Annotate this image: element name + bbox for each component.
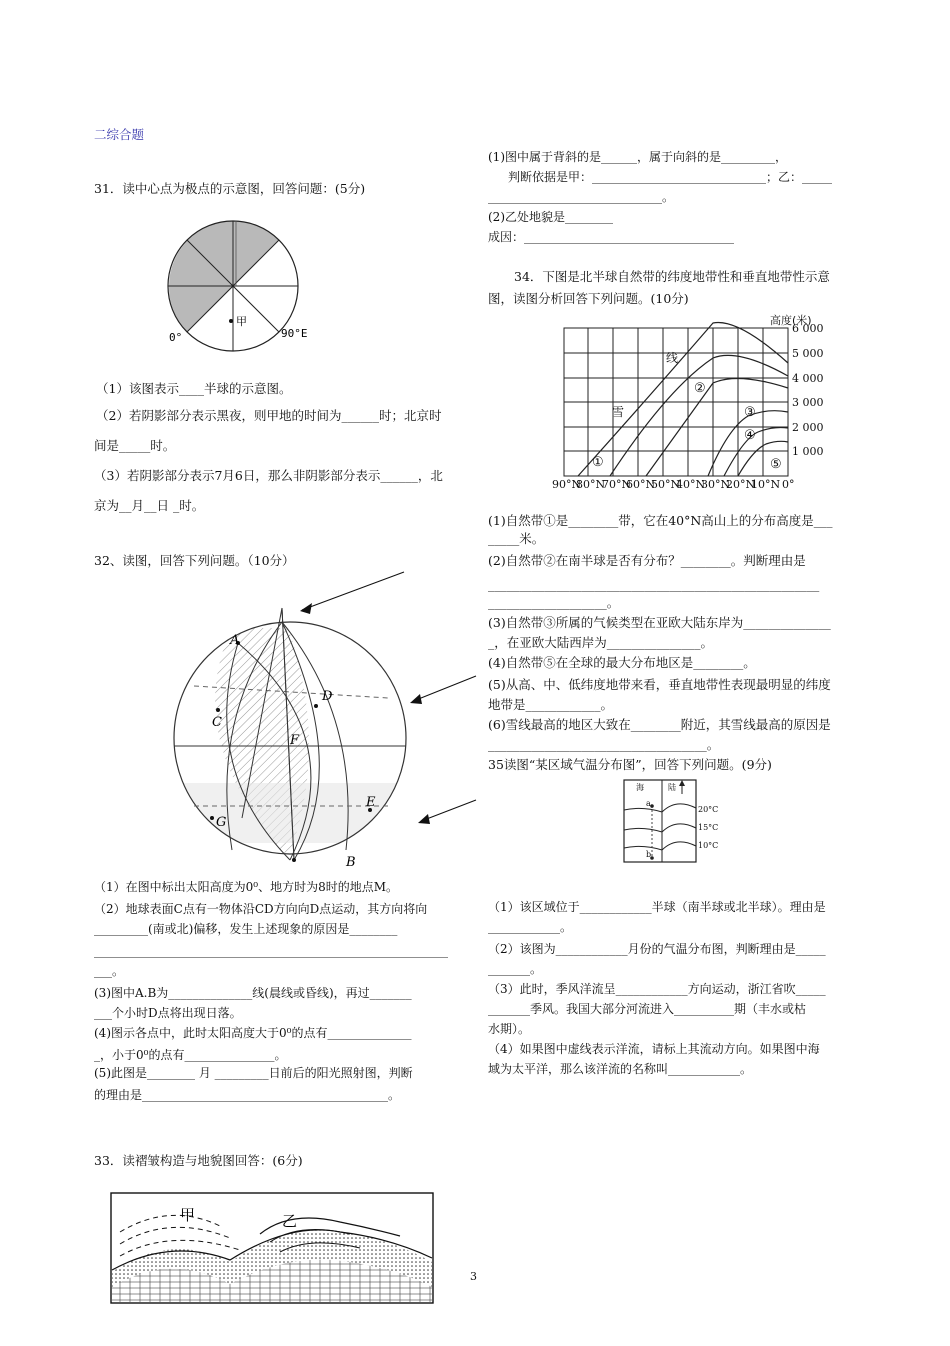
q32-line2: （2）地球表面C点有一物体沿CD方向向D点运动，其方向将向: [94, 902, 428, 916]
q33-line3: _____________________________。: [488, 190, 675, 204]
fold-label-jia: 甲: [180, 1206, 196, 1224]
q32-line3: _________(南或北)偏移，发生上述现象的原因是________: [94, 922, 398, 936]
q34-line3: (2)自然带②在南半球是否有分布？________。判断理由是: [488, 553, 806, 568]
q32-line1: （1）在图中标出太阳高度为0⁰、地方时为8时的地点M。: [94, 880, 399, 894]
globe-figure: [170, 568, 480, 868]
x-tick-80n: 80°N: [576, 478, 606, 491]
x-tick-90n: 90°N: [552, 478, 582, 491]
q35-line2: ____________。: [488, 920, 573, 934]
y-tick-6000: 6 000: [792, 322, 824, 335]
y-tick-3000: 3 000: [792, 396, 824, 409]
q34-line5: ___________________。: [488, 595, 620, 610]
q34-line12: ___________________________________。: [488, 737, 720, 752]
label-land: 陆: [668, 783, 676, 792]
label-a: A: [230, 633, 240, 648]
x-tick-60n: 60°N: [626, 478, 656, 491]
label-xue: 雪: [612, 405, 625, 419]
q34-title-a: 34．下图是北半球自然带的纬度地带性和垂直地带性示意: [514, 269, 830, 284]
q34-line2: _____米。: [488, 531, 545, 546]
q34-line8: (4)自然带⑤在全球的最大分布地区是________。: [488, 655, 756, 670]
q32-line6: (3)图中A.B为______________线(晨线或昏线)，再过_______: [94, 986, 412, 1000]
q32-line8: (4)图示各点中，此时太阳高度大于0⁰的点有______________: [94, 1026, 412, 1040]
label-sea: 海: [636, 783, 644, 792]
label-g: G: [216, 815, 227, 830]
zone-5: ⑤: [770, 457, 782, 472]
q33-title: 33．读褶皱构造与地貌图回答：(6分): [94, 1153, 303, 1168]
q35-line4: _______。: [488, 962, 543, 976]
q33-line1: (1)图中属于背斜的是______，属于向斜的是_________，: [488, 150, 787, 164]
x-tick-40n: 40°N: [676, 478, 706, 491]
q31-line1: （1）该图表示____半球的示意图。: [96, 381, 292, 396]
q35-line3: （2）该图为____________月份的气温分布图，判断理由是_____: [488, 942, 826, 956]
q32-line10: (5)此图是________ 月 _________日前后的阳光照射图，判断: [94, 1066, 413, 1080]
label-90e: 90°E: [281, 327, 308, 340]
q33-line5: 成因：___________________________________: [488, 230, 735, 244]
q31-line2: （2）若阴影部分表示黑夜，则甲地的时间为______时；北京时: [96, 408, 442, 423]
q34-line7: _，在亚欧大陆西岸为_______________。: [488, 635, 714, 650]
q32-title: 32、读图，回答下列问题。（10分）: [94, 553, 295, 568]
q35-line9: 域为太平洋，那么该洋流的名称叫____________。: [488, 1062, 753, 1076]
q31-line4: （3）若阴影部分表示7月6日，那么非阴影部分表示______，北: [94, 468, 443, 483]
point-jia: [229, 319, 233, 323]
section-title: 二综合题: [94, 127, 145, 142]
q35-title: 35读图“某区域气温分布图”，回答下列问题。(9分): [488, 757, 772, 772]
label-d: D: [322, 689, 333, 704]
zone-2: ②: [694, 381, 706, 396]
zone-4: ④: [744, 428, 756, 443]
fold-label-yi: 乙: [282, 1212, 298, 1230]
zone-1: ①: [592, 455, 604, 470]
x-tick-0: 0°: [782, 478, 795, 491]
label-xian: 线: [666, 351, 679, 365]
label-c: C: [212, 715, 222, 730]
q34-title-b: 图，读图分析回答下列问题。(10分): [488, 291, 689, 306]
y-tick-2000: 2 000: [792, 421, 824, 434]
x-tick-20n: 20°N: [726, 478, 756, 491]
y-axis-title: 高度(米): [770, 314, 812, 327]
y-tick-4000: 4 000: [792, 372, 824, 385]
fold-figure: [110, 1192, 436, 1306]
label-e: E: [366, 795, 376, 810]
x-tick-10n: 10°N: [751, 478, 781, 491]
q34-line11: (6)雪线最高的地区大致在________附近，其雪线最高的原因是: [488, 717, 831, 732]
q32-line11: 的理由是_________________________________________。: [94, 1088, 401, 1102]
iso-15: 15°C: [698, 823, 719, 832]
x-tick-50n: 50°N: [651, 478, 681, 491]
x-tick-30n: 30°N: [701, 478, 731, 491]
page-number: 3: [470, 1270, 477, 1283]
q31-line5: 京为__月__日 _时。: [94, 498, 205, 513]
label-a-pt: a: [646, 799, 651, 808]
zone-figure: [548, 308, 828, 496]
q31-line3: 间是_____时。: [94, 438, 176, 453]
q34-line9: (5)从高、中、低纬度地带来看，垂直地带性表现最明显的纬度: [488, 677, 831, 692]
iso-10: 10°C: [698, 841, 719, 850]
label-b: B: [346, 855, 356, 868]
q32-line9: _，小于0⁰的点有_______________。: [94, 1048, 287, 1062]
q34-line6: (3)自然带③所属的气候类型在亚欧大陆东岸为______________: [488, 615, 831, 630]
q33-line4: (2)乙处地貌是________: [488, 210, 613, 224]
q32-line5: ___。: [94, 964, 125, 978]
q35-line1: （1）该区域位于____________半球（南半球或北半球）。理由是: [488, 900, 826, 914]
label-jia: 甲: [236, 315, 247, 328]
q35-line8: （4）如果图中虚线表示洋流，请标上其流动方向。如果图中海: [488, 1042, 820, 1056]
q34-line4: _____________________________________________________: [488, 577, 820, 592]
q35-line5: （3）此时，季风洋流呈____________方向运动，浙江省吹_____: [488, 982, 826, 996]
polar-figure: [160, 213, 320, 358]
q33-line2: 判断依据是甲：_____________________________；乙：_____: [508, 170, 833, 184]
q32-line7: ___个小时D点将出现日落。: [94, 1006, 242, 1020]
temp-figure: [622, 778, 732, 864]
y-tick-1000: 1 000: [792, 445, 824, 458]
iso-20: 20°C: [698, 805, 719, 814]
q32-line4: ___________________________________________________________: [94, 944, 448, 958]
label-0: 0°: [169, 331, 183, 344]
y-tick-5000: 5 000: [792, 347, 824, 360]
label-b-pt: b: [646, 850, 652, 859]
q35-line7: 水期）。: [488, 1022, 531, 1036]
x-tick-70n: 70°N: [602, 478, 632, 491]
q35-line6: _______季风。我国大部分河流进入__________期（丰水或枯: [488, 1002, 807, 1016]
zone-3: ③: [744, 405, 756, 420]
q34-line10: 地带是____________。: [488, 697, 614, 712]
q31-title: 31．读中心点为极点的示意图，回答问题：(5分): [94, 181, 366, 196]
q34-line1: (1)自然带①是________带，它在40°N高山上的分布高度是___: [488, 513, 833, 528]
label-f: F: [290, 733, 300, 748]
